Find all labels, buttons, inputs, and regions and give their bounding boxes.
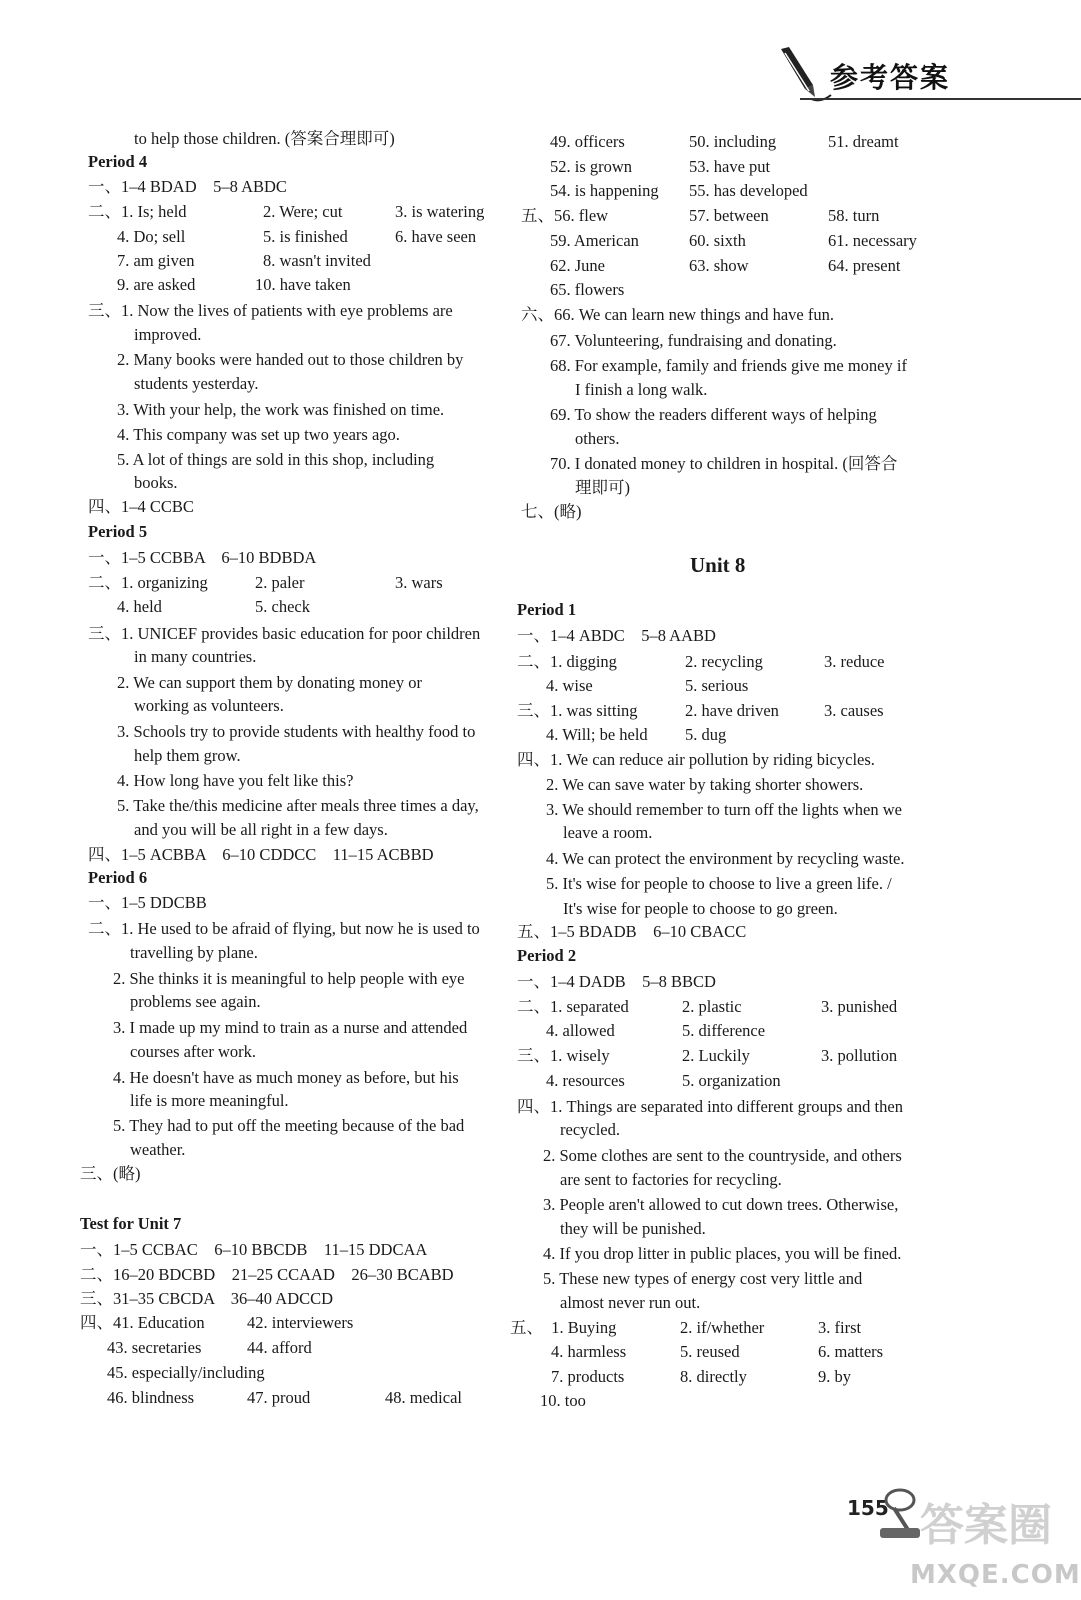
answer-line: 3. Schools try to provide students with healthy food to: [117, 722, 476, 741]
answer-item: 9. by: [818, 1367, 851, 1386]
answer-line: in many countries.: [134, 647, 257, 666]
answer-line: 3. We should remember to turn off the lights when we: [546, 800, 902, 819]
answer-item: 7. am given: [117, 251, 195, 270]
answer-item: 9. are asked: [117, 275, 196, 294]
answer-line: 3. I made up my mind to train as a nurse and attended: [113, 1018, 468, 1037]
answer-item: 64. present: [828, 256, 901, 275]
answer-item: 4. Do; sell: [117, 227, 186, 246]
answer-line: 70. I donated money to children in hospital. (回答合: [550, 454, 898, 473]
answer-item: 4. held: [117, 597, 162, 616]
answer-item: 3. first: [818, 1318, 862, 1337]
answer-line: they will be punished.: [560, 1219, 706, 1238]
answer-item: 5. difference: [682, 1021, 766, 1040]
answer-item: 3. wars: [395, 573, 443, 592]
answer-line: to help those children. (答案合理即可): [134, 129, 395, 148]
answer-line: weather.: [130, 1140, 186, 1159]
answer-line: 三、1. UNICEF provides basic education for poor children: [88, 624, 481, 643]
answer-line: 理即可): [575, 478, 630, 497]
answer-line: 七、(略): [521, 502, 582, 521]
answer-line: 4. This company was set up two years ago.: [117, 425, 400, 444]
answer-line: 5. They had to put off the meeting because of the bad: [113, 1116, 465, 1135]
answer-item: 3. pollution: [821, 1046, 898, 1065]
answer-item: 6. matters: [818, 1342, 884, 1361]
answer-item: 二、1. Is; held: [88, 202, 187, 221]
answer-item: 59. American: [550, 231, 639, 250]
answer-item: 3. causes: [824, 701, 884, 720]
answer-item: 2. plastic: [682, 997, 742, 1016]
answer-item: 48. medical: [385, 1388, 462, 1407]
answer-item: 65. flowers: [550, 280, 625, 299]
answer-item: 5. organization: [682, 1071, 781, 1090]
answer-line: 2. Many books were handed out to those children by: [117, 350, 464, 369]
answer-item: 5. dug: [685, 725, 727, 744]
answer-item: 3. reduce: [824, 652, 885, 671]
answer-item: 10. too: [540, 1391, 586, 1410]
answer-line: 5. It's wise for people to choose to live a green life. /: [546, 874, 892, 893]
answer-item: 57. between: [689, 206, 769, 225]
answer-item: 63. show: [689, 256, 749, 275]
answer-item: 52. is grown: [550, 157, 633, 176]
answer-item: 2. if/whether: [680, 1318, 765, 1337]
answer-line: almost never run out.: [560, 1293, 701, 1312]
pen-icon: [775, 45, 835, 105]
section-heading: Period 6: [88, 868, 148, 887]
answer-line: 3. People aren't allowed to cut down trees. Otherwise,: [543, 1195, 899, 1214]
answer-line: students yesterday.: [134, 374, 259, 393]
answer-item: 二、1. digging: [517, 652, 617, 671]
answer-item: 55. has developed: [689, 181, 808, 200]
answer-line: 67. Volunteering, fundraising and donating.: [550, 331, 837, 350]
answer-line: leave a room.: [563, 823, 653, 842]
answer-line: recycled.: [560, 1120, 620, 1139]
header-divider: [800, 98, 1081, 100]
answer-item: 五、 1. Buying: [510, 1318, 617, 1337]
answer-line: courses after work.: [130, 1042, 256, 1061]
answer-line: 三、31–35 CBCDA 36–40 ADCCD: [80, 1289, 334, 1308]
answer-line: 一、1–4 ABDC 5–8 AABD: [517, 626, 716, 645]
answer-item: 2. Were; cut: [263, 202, 343, 221]
answer-line: help them grow.: [134, 746, 241, 765]
answer-line: problems see again.: [130, 992, 261, 1011]
answer-item: 四、41. Education: [80, 1313, 205, 1332]
answer-line: 三、(略): [80, 1164, 141, 1183]
answer-item: 8. directly: [680, 1367, 747, 1386]
answer-line: travelling by plane.: [130, 943, 258, 962]
answer-line: 三、1. Now the lives of patients with eye problems are: [88, 301, 453, 320]
answer-item: 5. is finished: [263, 227, 348, 246]
answer-line: 4. How long have you felt like this?: [117, 771, 354, 790]
answer-line: It's wise for people to choose to go green.: [563, 899, 838, 918]
answer-line: 5. A lot of things are sold in this shop, including: [117, 450, 435, 469]
answer-item: 50. including: [689, 132, 777, 151]
answer-item: 4. Will; be held: [546, 725, 648, 744]
answer-line: working as volunteers.: [134, 696, 284, 715]
answer-item: 46. blindness: [107, 1388, 195, 1407]
answer-line: 2. She thinks it is meaningful to help people with eye: [113, 969, 465, 988]
answer-line: improved.: [134, 325, 202, 344]
answer-line: 5. Take the/this medicine after meals three times a day,: [117, 796, 479, 815]
answer-line: 一、1–5 CCBAC 6–10 BBCDB 11–15 DDCAA: [80, 1240, 428, 1259]
answer-line: others.: [575, 429, 620, 448]
answer-line: 六、66. We can learn new things and have fun.: [521, 305, 834, 324]
answer-item: 五、56. flew: [521, 206, 609, 225]
answer-item: 42. interviewers: [247, 1313, 354, 1332]
answer-item: 45. especially/including: [107, 1363, 265, 1382]
answer-item: 43. secretaries: [107, 1338, 202, 1357]
section-heading: Period 2: [517, 946, 577, 965]
answer-line: I finish a long walk.: [575, 380, 708, 399]
answer-item: 5. check: [255, 597, 310, 616]
answer-line: books.: [134, 473, 178, 492]
answer-item: 5. reused: [680, 1342, 740, 1361]
answer-line: 3. With your help, the work was finished on time.: [117, 400, 445, 419]
answer-item: 53. have put: [689, 157, 771, 176]
answer-item: 8. wasn't invited: [263, 251, 371, 270]
answer-line: 五、1–5 BDADB 6–10 CBACC: [517, 922, 747, 941]
answer-item: 三、1. was sitting: [517, 701, 638, 720]
section-heading: Period 5: [88, 522, 148, 541]
answer-line: 2. We can save water by taking shorter showers.: [546, 775, 864, 794]
answer-item: 3. punished: [821, 997, 898, 1016]
answer-line: 69. To show the readers different ways of helping: [550, 405, 877, 424]
answer-line: 5. These new types of energy cost very little and: [543, 1269, 863, 1288]
answer-item: 三、1. wisely: [517, 1046, 610, 1065]
watermark-text: MXQE.COM: [910, 1560, 1081, 1590]
answer-item: 3. is watering: [395, 202, 485, 221]
unit-heading: Unit 8: [690, 553, 746, 577]
answer-line: 四、1–4 CCBC: [88, 497, 194, 516]
svg-text:答案圈: 答案圈: [920, 1500, 1052, 1551]
answer-line: 二、1. He used to be afraid of flying, but now he is used to: [88, 919, 480, 938]
answer-item: 10. have taken: [255, 275, 351, 294]
answer-line: 4. He doesn't have as much money as before, but his: [113, 1068, 459, 1087]
answer-item: 5. serious: [685, 676, 749, 695]
answer-line: 一、1–5 DDCBB: [88, 893, 207, 912]
answer-line: are sent to factories for recycling.: [560, 1170, 782, 1189]
answer-item: 2. have driven: [685, 701, 779, 720]
answer-line: 二、16–20 BDCBD 21–25 CCAAD 26–30 BCABD: [80, 1265, 454, 1284]
answer-line: 4. If you drop litter in public places, you will be fined.: [543, 1244, 902, 1263]
answer-line: 2. Some clothes are sent to the countryside, and others: [543, 1146, 902, 1165]
answer-item: 58. turn: [828, 206, 880, 225]
answer-line: 四、1–5 ACBBA 6–10 CDDCC 11–15 ACBBD: [88, 845, 434, 864]
answer-line: life is more meaningful.: [130, 1091, 289, 1110]
answer-item: 47. proud: [247, 1388, 311, 1407]
answer-item: 4. harmless: [551, 1342, 627, 1361]
answer-item: 4. wise: [546, 676, 593, 695]
answer-item: 54. is happening: [550, 181, 659, 200]
answer-line: and you will be all right in a few days.: [134, 820, 388, 839]
answer-item: 49. officers: [550, 132, 625, 151]
page-title: 参考答案: [830, 61, 951, 94]
section-heading: Test for Unit 7: [80, 1214, 182, 1233]
answer-item: 二、1. organizing: [88, 573, 208, 592]
answer-line: 68. For example, family and friends give me money if: [550, 356, 907, 375]
answer-item: 4. allowed: [546, 1021, 615, 1040]
section-heading: Period 4: [88, 152, 148, 171]
answer-item: 61. necessary: [828, 231, 917, 250]
answer-item: 4. resources: [546, 1071, 625, 1090]
page-number: 155: [847, 1496, 889, 1520]
answer-line: 一、1–4 BDAD 5–8 ABDC: [88, 177, 287, 196]
answer-item: 62. June: [550, 256, 605, 275]
answer-item: 二、1. separated: [517, 997, 629, 1016]
answer-line: 四、1. We can reduce air pollution by riding bicycles.: [517, 750, 875, 769]
answer-item: 51. dreamt: [828, 132, 899, 151]
answer-item: 60. sixth: [689, 231, 746, 250]
answer-item: 2. recycling: [685, 652, 763, 671]
answer-item: 6. have seen: [395, 227, 477, 246]
section-heading: Period 1: [517, 600, 577, 619]
answer-item: 44. afford: [247, 1338, 312, 1357]
answer-line: 一、1–4 DADB 5–8 BBCD: [517, 972, 716, 991]
answer-item: 7. products: [551, 1367, 625, 1386]
answer-line: 4. We can protect the environment by recycling waste.: [546, 849, 905, 868]
answer-item: 2. Luckily: [682, 1046, 750, 1065]
answer-line: 2. We can support them by donating money or: [117, 673, 422, 692]
answer-line: 四、1. Things are separated into different groups and then: [517, 1097, 903, 1116]
answer-item: 2. paler: [255, 573, 305, 592]
answer-line: 一、1–5 CCBBA 6–10 BDBDA: [88, 548, 317, 567]
